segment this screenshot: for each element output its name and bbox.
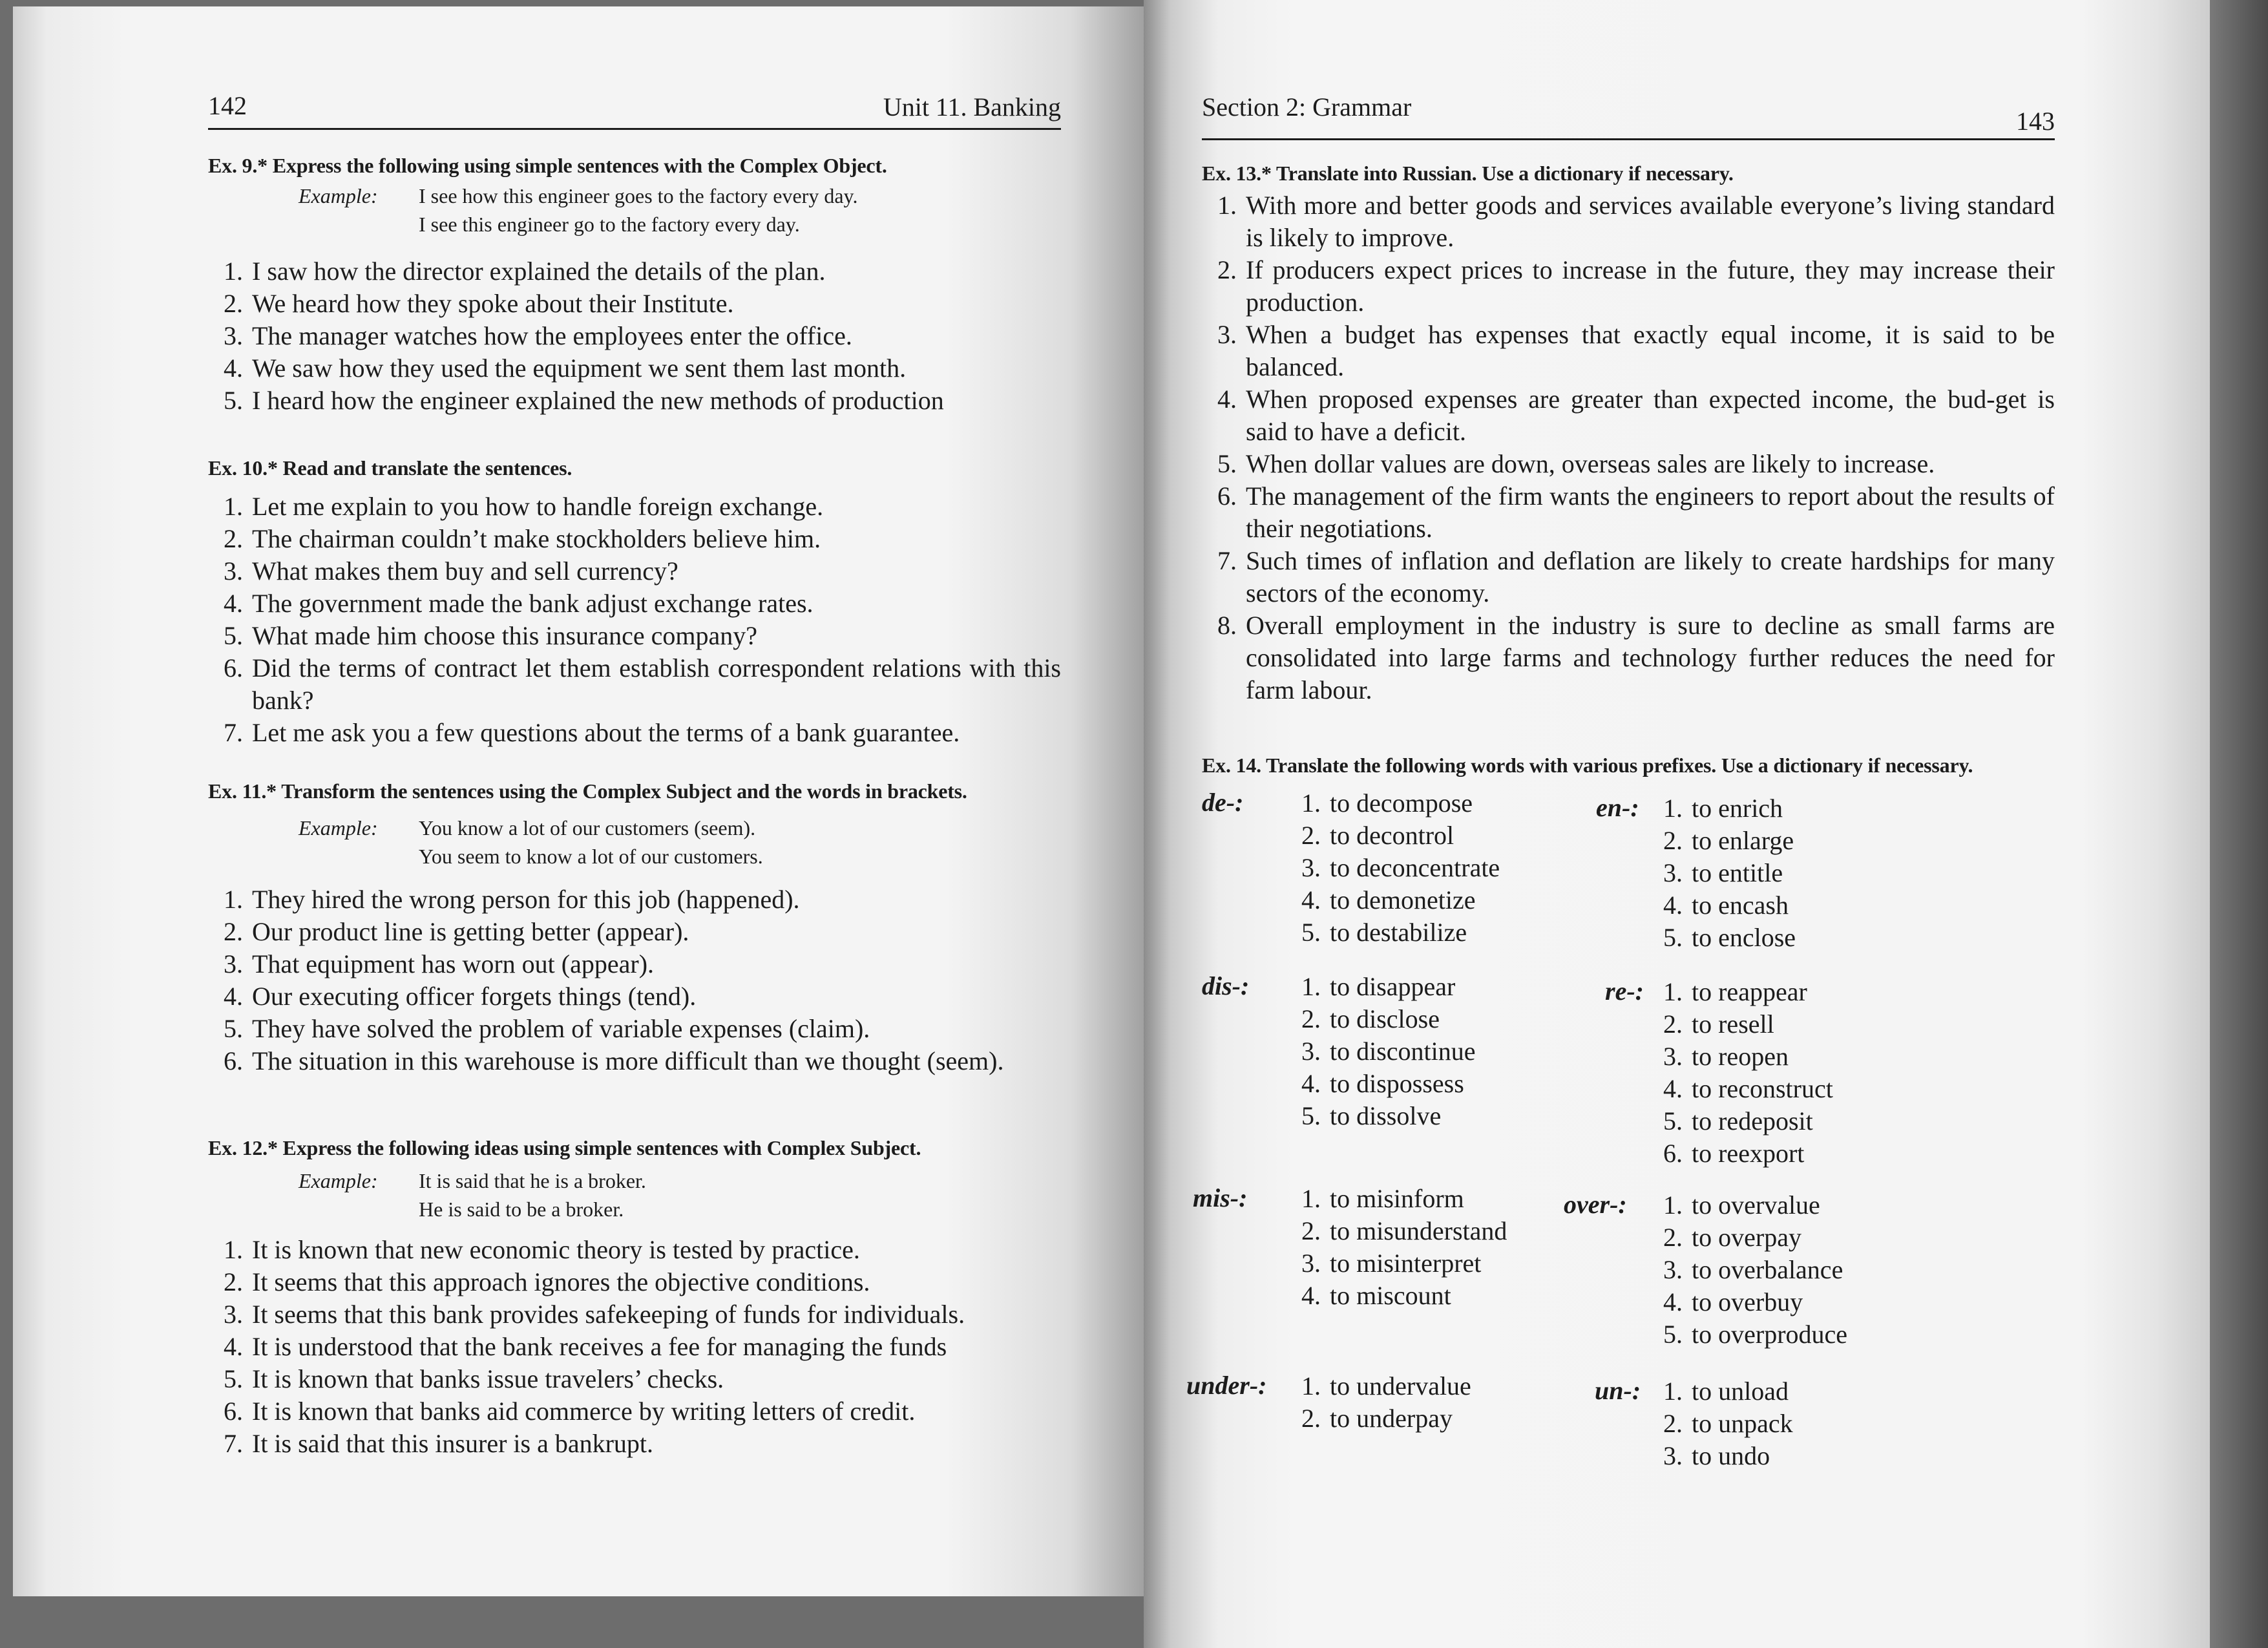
- prefix-label: de-:: [1202, 788, 1244, 817]
- list-item: 6. to reexport: [1663, 1139, 1805, 1168]
- list-item: 1. to unload: [1663, 1377, 1789, 1406]
- list-item: 5. When dollar values are down, overseas sales are likely to increase.: [1217, 449, 1935, 478]
- exercise-14-heading: Ex. 14. Translate the following words with various prefixes. Use a dictionary if necessary.: [1202, 754, 1973, 777]
- example-label: Example:: [299, 1169, 378, 1192]
- prefix-group-dis: [1202, 971, 1577, 1132]
- list-item: 5. I heard how the engineer explained the new methods of production: [224, 386, 944, 415]
- prefix-label: dis-:: [1202, 971, 1250, 1000]
- exercise-heading: Ex. 11.* Transform the sentences using the Complex Subject and the words in brackets.: [208, 779, 967, 803]
- list-item: 3. The manager watches how the employees enter the office.: [224, 321, 852, 350]
- list-item: 5. What made him choose this insurance company?: [224, 621, 757, 650]
- list-item: 3. to reopen: [1663, 1042, 1789, 1071]
- prefix-group-de: [1202, 787, 1577, 949]
- list-item: 1. Let me explain to you how to handle foreign exchange.: [224, 492, 824, 521]
- exercise-heading: Ex. 13.* Translate into Russian. Use a dictionary if necessary.: [1202, 162, 1734, 185]
- list-item: 4. When proposed expenses are greater than expected income, the bud-get is said to have a deficit.: [1217, 385, 2055, 446]
- example-label: Example:: [299, 184, 378, 207]
- list-item: 3. What makes them buy and sell currency?: [224, 556, 678, 586]
- list-item: 3. to deconcentrate: [1301, 853, 1500, 882]
- list-item: 4. We saw how they used the equipment we sent them last month.: [224, 354, 907, 383]
- right-header-rule: [1202, 138, 2055, 140]
- list-item: 5. to dissolve: [1301, 1101, 1442, 1130]
- list-item: 2. It seems that this approach ignores the objective conditions.: [224, 1267, 870, 1296]
- exercise-11: [208, 779, 1061, 1077]
- prefix-words: [1292, 787, 1577, 949]
- list-item: 2. to unpack: [1663, 1409, 1793, 1438]
- list-item: 8. Overall employment in the industry is sure to decline as small farms are consolidated into large farms and technology further reduces the need for farm labour.: [1217, 611, 2055, 704]
- prefix-group-en: [1596, 792, 1984, 954]
- example-line: I see how this engineer goes to the factory every day.: [419, 184, 858, 207]
- list-item: 6. Did the terms of contract let them establish correspondent relations with this bank?: [224, 653, 1061, 715]
- list-item: 2. to resell: [1663, 1009, 1774, 1039]
- list-item: 3. to discontinue: [1301, 1037, 1476, 1066]
- list-item: 5. to destabilize: [1301, 918, 1467, 947]
- example-block: [299, 182, 1061, 238]
- prefix-label: un-:: [1595, 1376, 1641, 1405]
- list-item: 1. to decompose: [1301, 788, 1473, 818]
- list-item: 1. They hired the wrong person for this job (happened).: [224, 885, 800, 914]
- prefix-label: over-:: [1564, 1190, 1627, 1219]
- list-item: 2. We heard how they spoke about their Institute.: [224, 289, 734, 318]
- exercise-10: [208, 456, 1061, 749]
- list-item: 2. If producers expect prices to increase in the future, they may increase their production.: [1217, 255, 2055, 317]
- list-item: 1. to reappear: [1663, 977, 1807, 1006]
- list-item: 4. to encash: [1663, 891, 1789, 920]
- example-line: He is said to be a broker.: [419, 1198, 624, 1221]
- list-item: 4. to demonetize: [1301, 885, 1476, 914]
- prefix-words: [1292, 971, 1577, 1132]
- list-item: 5. to enclose: [1663, 923, 1796, 952]
- list-item: 2. to overpay: [1663, 1223, 1801, 1252]
- prefix-words: [1654, 792, 1984, 954]
- exercise-items: [208, 491, 1061, 749]
- right-page-number: 143: [2016, 107, 2055, 136]
- list-item: 4. to dispossess: [1301, 1069, 1464, 1098]
- example-line: You know a lot of our customers (seem).: [419, 816, 756, 840]
- example-line: It is said that he is a broker.: [419, 1169, 646, 1192]
- list-item: 1. to overvalue: [1663, 1190, 1820, 1220]
- list-item: 3. to entitle: [1663, 858, 1783, 887]
- list-item: 3. It seems that this bank provides safekeeping of funds for individuals.: [224, 1300, 965, 1329]
- list-item: 2. to decontrol: [1301, 821, 1454, 850]
- list-item: 1. to enrich: [1663, 794, 1783, 823]
- list-item: 6. It is known that banks aid commerce by writing letters of credit.: [224, 1397, 916, 1426]
- exercise-items: [208, 1234, 1061, 1460]
- exercise-heading: Ex. 10.* Read and translate the sentences.: [208, 456, 572, 480]
- list-item: 6. The management of the firm wants the engineers to report about the results of their negotiations.: [1217, 481, 2055, 543]
- list-item: 7. Let me ask you a few questions about the terms of a bank guarantee.: [224, 718, 960, 747]
- example-line: You seem to know a lot of our customers.: [419, 845, 763, 868]
- list-item: 1. With more and better goods and services available everyone’s living standard is likely to improve.: [1217, 191, 2055, 252]
- list-item: 2. to enlarge: [1663, 826, 1794, 855]
- list-item: 7. It is said that this insurer is a bankrupt.: [224, 1429, 654, 1458]
- prefix-group-un: [1596, 1375, 1984, 1472]
- left-header-rule: [208, 128, 1061, 130]
- prefix-words: [1292, 1183, 1577, 1312]
- list-item: 7. Such times of inflation and deflation are likely to create hardships for many sectors of the economy.: [1217, 546, 2055, 607]
- list-item: 3. That equipment has worn out (appear).: [224, 949, 655, 978]
- right-running-title: Section 2: Grammar: [1202, 92, 1412, 121]
- prefix-words: [1292, 1370, 1577, 1435]
- exercise-items: [208, 255, 1061, 417]
- list-item: 2. to disclose: [1301, 1004, 1440, 1033]
- exercise-heading: Ex. 9.* Express the following using simple sentences with the Complex Object.: [208, 154, 887, 177]
- prefix-label: re-:: [1605, 977, 1644, 1006]
- example-label: Example:: [299, 816, 378, 840]
- example-block: [299, 1167, 1061, 1223]
- list-item: 4. to reconstruct: [1663, 1074, 1833, 1103]
- list-item: 5. It is known that banks issue travelers’ checks.: [224, 1364, 724, 1393]
- example-line: I see this engineer go to the factory every day.: [419, 213, 800, 236]
- exercise-heading: Ex. 12.* Express the following ideas using simple sentences with Complex Subject.: [208, 1136, 921, 1159]
- list-item: 6. The situation in this warehouse is more difficult than we thought (seem).: [224, 1046, 1004, 1075]
- list-item: 2. to misunderstand: [1301, 1216, 1507, 1245]
- left-page-number: 142: [208, 91, 247, 120]
- list-item: 1. It is known that new economic theory is tested by practice.: [224, 1235, 860, 1264]
- list-item: 2. Our product line is getting better (appear).: [224, 917, 689, 946]
- list-item: 3. to misinterpret: [1301, 1249, 1482, 1278]
- prefix-group-mis: [1193, 1183, 1577, 1312]
- list-item: 1. to misinform: [1301, 1184, 1464, 1213]
- exercise-items: [1202, 189, 2055, 706]
- list-item: 1. I saw how the director explained the details of the plan.: [224, 257, 826, 286]
- list-item: 3. When a budget has expenses that exactly equal income, it is said to be balanced.: [1217, 320, 2055, 381]
- book-edge: [2210, 0, 2268, 1648]
- list-item: 4. to overbuy: [1663, 1287, 1803, 1316]
- prefix-words: [1654, 976, 1984, 1170]
- list-item: 3. to overbalance: [1663, 1255, 1843, 1284]
- list-item: 5. to overproduce: [1663, 1320, 1848, 1349]
- prefix-group-re: [1596, 976, 1984, 1170]
- prefix-group-over: [1564, 1189, 1984, 1351]
- prefix-label: en-:: [1596, 793, 1639, 822]
- list-item: 5. They have solved the problem of variable expenses (claim).: [224, 1014, 870, 1043]
- exercise-items: [208, 883, 1061, 1077]
- prefix-words: [1654, 1375, 1984, 1472]
- exercise-12: [208, 1136, 1061, 1460]
- list-item: 4. The government made the bank adjust exchange rates.: [224, 589, 814, 618]
- prefix-label: mis-:: [1193, 1183, 1248, 1212]
- list-item: 2. The chairman couldn’t make stockholders believe him.: [224, 524, 821, 553]
- prefix-words: [1654, 1189, 1984, 1351]
- list-item: 4. It is understood that the bank receives a fee for managing the funds: [224, 1332, 947, 1361]
- exercise-13: [1202, 162, 2055, 706]
- list-item: 1. to undervalue: [1301, 1371, 1471, 1400]
- example-block: [299, 814, 1061, 871]
- list-item: 3. to undo: [1663, 1441, 1770, 1470]
- prefix-label: under-:: [1186, 1371, 1267, 1400]
- list-item: 4. to miscount: [1301, 1281, 1451, 1310]
- left-running-title: Unit 11. Banking: [883, 92, 1061, 121]
- exercise-9: [208, 154, 1061, 417]
- list-item: 5. to redeposit: [1663, 1106, 1813, 1136]
- list-item: 4. Our executing officer forgets things (tend).: [224, 982, 697, 1011]
- list-item: 1. to disappear: [1301, 972, 1456, 1001]
- prefix-group-under: [1186, 1370, 1577, 1435]
- list-item: 2. to underpay: [1301, 1404, 1453, 1433]
